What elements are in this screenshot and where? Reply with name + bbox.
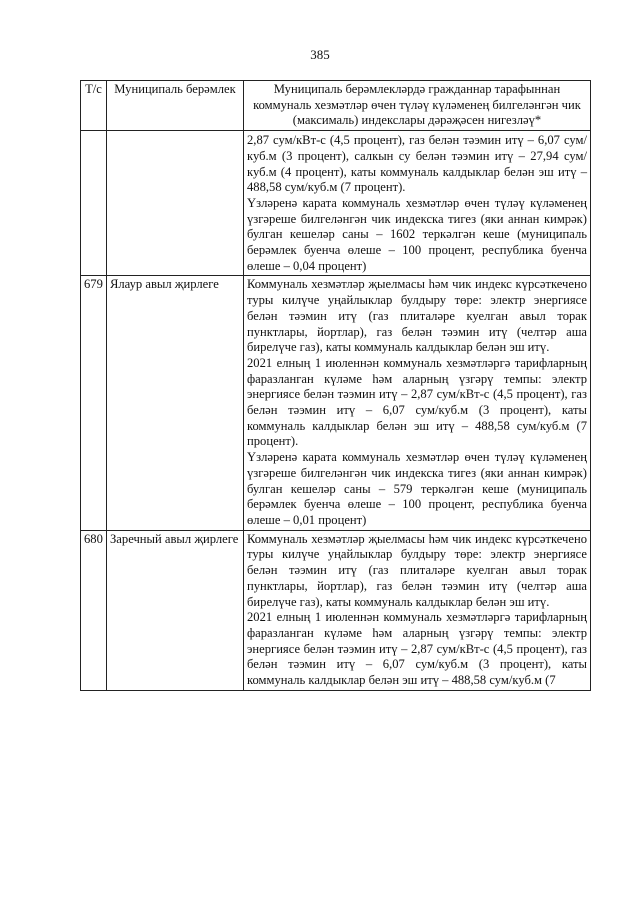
description-paragraph: Коммуналь хезмәтләр җыелмасы һәм чик индекс күрсәткечено туры килүче уңайлыклар булдыру төре: электр энергиясе белән тәэмин итү (газ плиталәре куелган авыл торак пунктлары, йортлар), газ белән тәэмин итү (челтәр аша бирелүче газ), каты коммуналь калдыклар белән эш итү. (247, 531, 587, 609)
description-paragraph: Үзләренә карата коммуналь хезмәтләр өчен түләү күләменең үзгәреше билгеләнгән чик индекска тигез (яки аннан кимрәк) булган кешеләр саны – 579 теркәлгән кеше (муниципаль берәмлек буенча өлеше – 100 процент, республика буенча өлеше – 0,01 процент) (247, 450, 587, 527)
header-municipality: Муниципаль берәмлек (107, 81, 244, 131)
table-header-row (81, 81, 591, 131)
row-number (81, 131, 107, 276)
table-row (81, 276, 591, 530)
table-row (81, 131, 591, 276)
row-number: 680 (81, 530, 107, 690)
page-number: 385 (310, 47, 330, 62)
row-municipality (107, 131, 244, 276)
description-paragraph: 2,87 сум/кВт-с (4,5 процент), газ белән тәэмин итү – 6,07 сум/куб.м (3 процент), салкын су белән тәэмин итү – 27,94 сум/куб.м (4 процент), каты коммуналь калдыклар белән эш итү – 488,58 сум/куб.м (7 процент). (247, 133, 587, 195)
row-number: 679 (81, 276, 107, 530)
tariff-table (80, 80, 591, 691)
header-number: Т/с (81, 81, 107, 131)
description-paragraph: 2021 елның 1 июленнән коммуналь хезмәтләргә тарифларның фаразланган күләме һәм аларның үзгәрү темпы: электр энергиясе белән тәэмин итү – 2,87 сум/кВт-с (4,5 процент), газ белән тәэмин итү – 6,07 сум/куб.м (3 процент), каты коммуналь калдыклар белән эш итү – 488,58 сум/куб.м (7 (247, 610, 587, 688)
description-paragraph: 2021 елның 1 июленнән коммуналь хезмәтләргә тарифларның фаразланган күләме һәм аларның үзгәрү темпы: электр энергиясе белән тәэмин итү – 2,87 сум/кВт-с (4,5 процент), газ белән тәэмин итү – 6,07 сум/куб.м (3 процент), каты коммуналь калдыклар белән эш итү – 488,58 сум/куб.м (7 процент). (247, 355, 587, 449)
table-row (81, 530, 591, 690)
description-paragraph: Коммуналь хезмәтләр җыелмасы һәм чик индекс күрсәткечено туры килүче уңайлыклар булдыру төре: электр энергиясе белән тәэмин итү (газ плиталәре куелган авыл торак пунктлары, йортлар), газ белән тәэмин итү (челтәр аша бирелүче газ), каты коммуналь калдыклар белән эш итү. (247, 277, 587, 355)
table-body (81, 131, 591, 691)
row-description (244, 530, 591, 690)
row-municipality: Заречный авыл җирлеге (107, 530, 244, 690)
description-paragraph: Үзләренә карата коммуналь хезмәтләр өчен түләү күләменең үзгәреше билгеләнгән чик индекска тигез (яки аннан кимрәк) булган кешеләр саны – 1602 теркәлгән кеше (муниципаль берәмлек буенча өлеше – 100 процент, республика буенча өлеше – 0,04 процент) (247, 195, 587, 273)
row-description (244, 276, 591, 530)
row-municipality: Ялаур авыл җирлеге (107, 276, 244, 530)
header-description: Муниципаль берәмлекләрдә гражданнар тарафыннан коммуналь хезмәтләр өчен түләү күләменең билгеләнгән чик (максималь) индекслары дәрәҗәсен нигезләү* (244, 81, 591, 131)
row-description (244, 131, 591, 276)
